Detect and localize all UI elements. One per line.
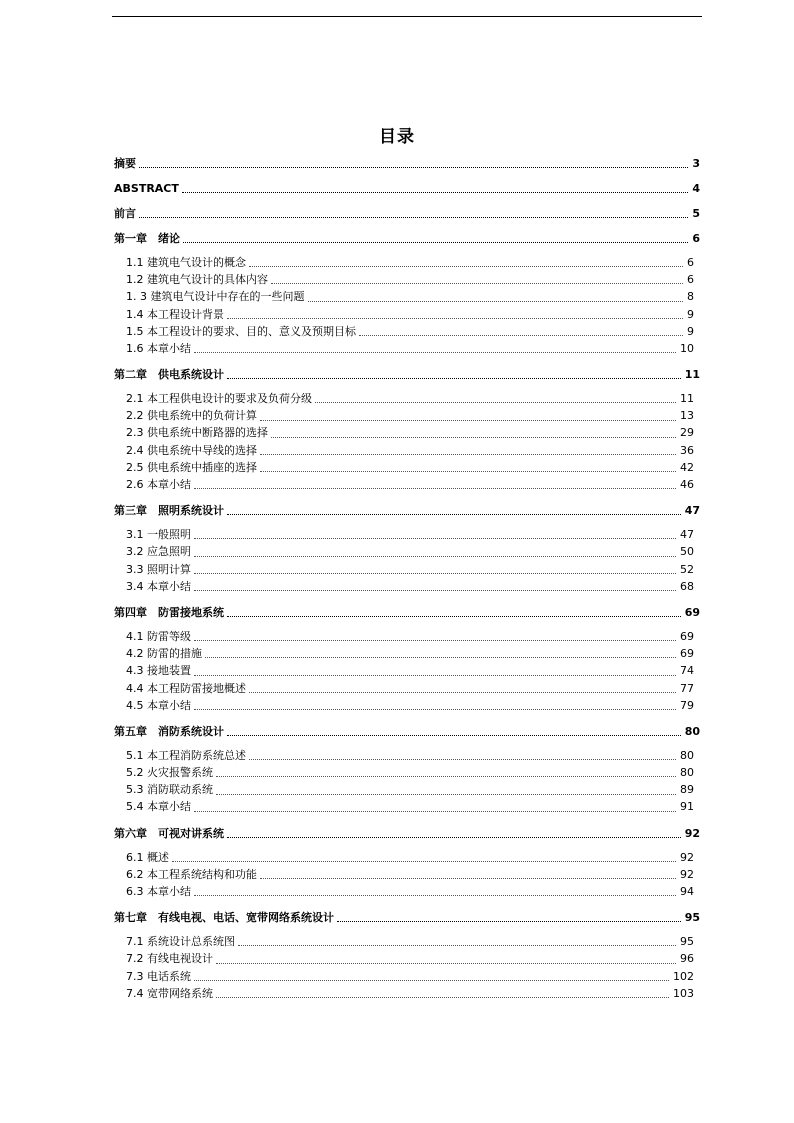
toc-entry-page-number: 95 (684, 911, 700, 925)
toc-chapter-entry[interactable] (114, 502, 700, 519)
toc-spacer (114, 172, 700, 180)
toc-chapter-entry[interactable] (114, 909, 700, 926)
toc-entry-label: 5.4 本章小结 (126, 800, 191, 814)
toc-entry-page-number: 74 (680, 664, 694, 678)
dot-leader (216, 776, 676, 777)
toc-chapter-entry[interactable] (114, 155, 700, 172)
toc-entry-page-number: 47 (680, 528, 694, 542)
toc-entry-label: 第一章 绪论 (114, 232, 180, 245)
toc-entry-label: 3.3 照明计算 (126, 562, 191, 576)
dot-leader (172, 861, 676, 862)
toc-entry-page-number: 69 (680, 647, 694, 661)
dot-leader (260, 878, 676, 879)
dot-leader (260, 471, 676, 472)
toc-entry-label: 6.2 本工程系统结构和功能 (126, 867, 257, 881)
toc-entry-label: 第四章 防雷接地系统 (114, 606, 224, 619)
toc-entry-label: 第三章 照明系统设计 (114, 504, 224, 518)
toc-entry-page-number: 92 (680, 850, 694, 864)
toc-entry-page-number: 102 (673, 969, 694, 983)
dot-leader (227, 378, 681, 379)
toc-entry-label: 2.2 供电系统中的负荷计算 (126, 409, 257, 423)
toc-entry-page-number: 9 (687, 324, 694, 338)
toc-entry-label: 4.4 本工程防雷接地概述 (126, 681, 246, 695)
toc-spacer (114, 926, 700, 933)
toc-section-entry[interactable] (126, 628, 694, 645)
toc-section-entry[interactable] (126, 407, 694, 424)
toc-entry-label: 7.2 有线电视设计 (126, 952, 213, 966)
toc-section-entry[interactable] (126, 459, 694, 476)
toc-section-entry[interactable] (126, 323, 694, 340)
toc-entry-page-number: 42 (680, 460, 694, 474)
toc-entry-label: 第五章 消防系统设计 (114, 724, 224, 738)
toc-entry-page-number: 11 (684, 368, 700, 382)
dot-leader (183, 242, 688, 243)
toc-spacer (114, 621, 700, 628)
toc-section-entry[interactable] (126, 933, 694, 950)
toc-section-entry[interactable] (126, 543, 694, 560)
toc-entry-page-number: 79 (680, 698, 694, 712)
toc-section-entry[interactable] (126, 781, 694, 798)
page-title: 目录 (379, 127, 415, 147)
dot-leader (194, 352, 676, 353)
toc-entry-label: 1.5 本工程设计的要求、目的、意义及预期目标 (126, 324, 356, 338)
dot-leader (227, 514, 681, 515)
toc-spacer (114, 383, 700, 390)
toc-entry-label: 前言 (114, 207, 136, 220)
toc-entry-label: 1.4 本工程设计背景 (126, 307, 224, 321)
toc-entry-label: 5.2 火灾报警系统 (126, 766, 213, 780)
toc-entry-page-number: 6 (692, 232, 700, 245)
toc-entry-page-number: 5 (692, 207, 700, 220)
toc-section-entry[interactable] (126, 950, 694, 967)
toc-entry-label: 4.3 接地装置 (126, 664, 191, 678)
toc-chapter-entry[interactable] (114, 180, 700, 197)
toc-entry-label: 7.4 宽带网络系统 (126, 986, 213, 1000)
toc-entry-label: 2.1 本工程供电设计的要求及负荷分级 (126, 392, 312, 406)
toc-section-entry[interactable] (126, 662, 694, 679)
toc-entry-page-number: 8 (687, 290, 694, 304)
dot-leader (194, 488, 676, 489)
dot-leader (182, 192, 688, 193)
toc-entry-page-number: 69 (680, 629, 694, 643)
toc-spacer (114, 740, 700, 747)
dot-leader (227, 318, 683, 319)
toc-entry-label: 7.1 系统设计总系统图 (126, 935, 235, 949)
toc-entry-page-number: 91 (680, 800, 694, 814)
toc-chapter-entry[interactable] (114, 230, 700, 247)
toc-section-entry[interactable] (126, 645, 694, 662)
toc-entry-label: 2.5 供电系统中插座的选择 (126, 460, 257, 474)
toc-entry-page-number: 69 (684, 606, 700, 619)
toc-entry-page-number: 36 (680, 443, 694, 457)
toc-section-entry[interactable] (126, 340, 694, 357)
dot-leader (194, 709, 676, 710)
toc-entry-page-number: 29 (680, 426, 694, 440)
toc-entry-page-number: 80 (680, 748, 694, 762)
toc-entry-page-number: 89 (680, 783, 694, 797)
toc-spacer (114, 493, 700, 502)
toc-chapter-entry[interactable] (114, 604, 700, 621)
toc-section-entry[interactable] (126, 271, 694, 288)
table-of-contents (114, 155, 700, 1002)
toc-entry-label: 4.2 防雷的措施 (126, 647, 202, 661)
toc-section-entry[interactable] (126, 764, 694, 781)
dot-leader (308, 301, 684, 302)
toc-entry-page-number: 68 (680, 579, 694, 593)
toc-chapter-entry[interactable] (114, 825, 700, 842)
dot-leader (194, 590, 676, 591)
dot-leader (227, 837, 681, 838)
dot-leader (271, 437, 676, 438)
toc-spacer (114, 714, 700, 723)
toc-entry-label: 3.4 本章小结 (126, 579, 191, 593)
toc-section-entry[interactable] (126, 849, 694, 866)
toc-entry-page-number: 47 (684, 504, 700, 518)
toc-section-entry[interactable] (126, 578, 694, 595)
dot-leader (249, 692, 676, 693)
dot-leader (194, 895, 676, 896)
dot-leader (194, 538, 676, 539)
toc-entry-page-number: 13 (680, 409, 694, 423)
toc-section-entry[interactable] (126, 306, 694, 323)
toc-spacer (114, 842, 700, 849)
dot-leader (216, 997, 669, 998)
toc-entry-label: 3.1 一般照明 (126, 528, 191, 542)
toc-entry-label: 摘要 (114, 157, 136, 170)
toc-entry-page-number: 94 (680, 885, 694, 899)
toc-entry-label: 第六章 可视对讲系统 (114, 826, 224, 840)
toc-spacer (114, 247, 700, 254)
toc-spacer (114, 816, 700, 825)
dot-leader (260, 454, 676, 455)
toc-section-entry[interactable] (126, 288, 694, 305)
toc-entry-label: 6.3 本章小结 (126, 885, 191, 899)
dot-leader (249, 759, 676, 760)
toc-entry-label: 5.3 消防联动系统 (126, 783, 213, 797)
toc-chapter-entry[interactable] (114, 723, 700, 740)
toc-section-entry[interactable] (126, 442, 694, 459)
toc-entry-page-number: 46 (680, 478, 694, 492)
toc-entry-page-number: 77 (680, 681, 694, 695)
toc-entry-page-number: 52 (680, 562, 694, 576)
toc-entry-page-number: 6 (687, 255, 694, 269)
toc-entry-label: 第二章 供电系统设计 (114, 368, 224, 382)
toc-entry-label: 第七章 有线电视、电话、宽带网络系统设计 (114, 911, 334, 925)
dot-leader (315, 402, 676, 403)
toc-entry-label: 3.2 应急照明 (126, 545, 191, 559)
toc-section-entry[interactable] (126, 254, 694, 271)
toc-section-entry[interactable] (126, 985, 694, 1002)
toc-entry-label: 7.3 电话系统 (126, 969, 191, 983)
toc-entry-page-number: 80 (684, 724, 700, 738)
dot-leader (238, 945, 676, 946)
toc-entry-label: 2.6 本章小结 (126, 478, 191, 492)
toc-entry-label: 4.5 本章小结 (126, 698, 191, 712)
toc-entry-page-number: 50 (680, 545, 694, 559)
toc-chapter-entry[interactable] (114, 205, 700, 222)
toc-entry-label: 1.1 建筑电气设计的概念 (126, 255, 246, 269)
dot-leader (194, 573, 676, 574)
toc-entry-page-number: 9 (687, 307, 694, 321)
toc-entry-label: 1. 3 建筑电气设计中存在的一些问题 (126, 290, 305, 304)
dot-leader (227, 616, 681, 617)
toc-section-entry[interactable] (126, 697, 694, 714)
toc-section-entry[interactable] (126, 968, 694, 985)
dot-leader (194, 640, 676, 641)
toc-spacer (114, 222, 700, 230)
toc-entry-label: 2.3 供电系统中断路器的选择 (126, 426, 268, 440)
toc-section-entry[interactable] (126, 425, 694, 442)
toc-entry-label: ABSTRACT (114, 182, 179, 195)
toc-entry-label: 2.4 供电系统中导线的选择 (126, 443, 257, 457)
toc-section-entry[interactable] (126, 476, 694, 493)
dot-leader (227, 735, 681, 736)
dot-leader (260, 420, 676, 421)
toc-section-entry[interactable] (126, 680, 694, 697)
dot-leader (194, 675, 676, 676)
toc-section-entry[interactable] (126, 866, 694, 883)
toc-entry-page-number: 92 (684, 826, 700, 840)
toc-section-entry[interactable] (126, 883, 694, 900)
toc-spacer (114, 595, 700, 604)
toc-entry-page-number: 6 (687, 273, 694, 287)
toc-section-entry[interactable] (126, 561, 694, 578)
dot-leader (139, 167, 688, 168)
dot-leader (249, 266, 683, 267)
toc-entry-page-number: 80 (680, 766, 694, 780)
dot-leader (205, 657, 676, 658)
dot-leader (216, 963, 676, 964)
dot-leader (359, 335, 683, 336)
toc-entry-page-number: 96 (680, 952, 694, 966)
toc-section-entry[interactable] (126, 390, 694, 407)
toc-spacer (114, 519, 700, 526)
toc-entry-page-number: 10 (680, 341, 694, 355)
toc-spacer (114, 900, 700, 909)
toc-section-entry[interactable] (126, 799, 694, 816)
dot-leader (337, 921, 681, 922)
toc-entry-page-number: 11 (680, 392, 694, 406)
dot-leader (194, 811, 676, 812)
toc-entry-page-number: 103 (673, 986, 694, 1000)
toc-entry-label: 1.6 本章小结 (126, 341, 191, 355)
toc-entry-label: 5.1 本工程消防系统总述 (126, 748, 246, 762)
toc-entry-page-number: 95 (680, 935, 694, 949)
dot-leader (194, 980, 669, 981)
toc-entry-label: 4.1 防雷等级 (126, 629, 191, 643)
toc-entry-label: 6.1 概述 (126, 850, 169, 864)
toc-entry-page-number: 92 (680, 867, 694, 881)
toc-entry-page-number: 4 (692, 182, 700, 195)
dot-leader (194, 556, 676, 557)
toc-spacer (114, 357, 700, 366)
toc-entry-page-number: 3 (692, 157, 700, 170)
header-rule (112, 16, 702, 17)
dot-leader (216, 794, 676, 795)
toc-spacer (114, 197, 700, 205)
dot-leader (139, 217, 688, 218)
toc-chapter-entry[interactable] (114, 366, 700, 383)
toc-section-entry[interactable] (126, 526, 694, 543)
toc-section-entry[interactable] (126, 747, 694, 764)
dot-leader (271, 283, 683, 284)
toc-entry-label: 1.2 建筑电气设计的具体内容 (126, 273, 268, 287)
